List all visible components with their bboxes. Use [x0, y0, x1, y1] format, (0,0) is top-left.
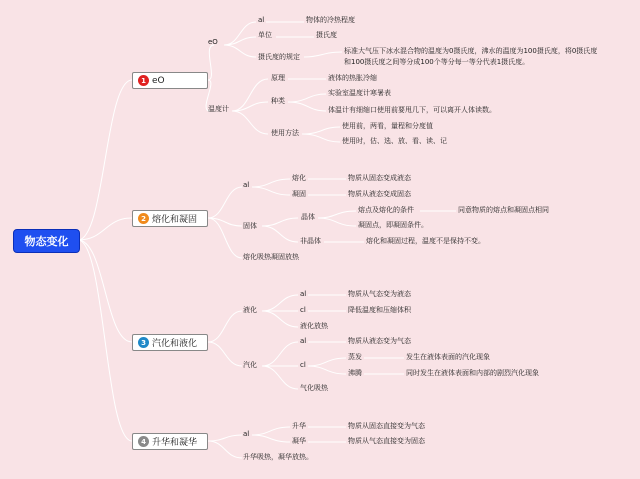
branch-number-badge: 1: [138, 75, 149, 86]
root-branch-link-3: [78, 240, 132, 342]
b4-heat-node[interactable]: 升华吸热，凝华放热。: [243, 453, 313, 461]
b3-link-vap-heat: [262, 366, 298, 389]
b3-link-boil: [308, 366, 346, 374]
b3-link-liq: [208, 311, 242, 342]
b1-unit-node[interactable]: 单位: [258, 31, 272, 39]
b2-link-crystal-c1: [318, 211, 356, 218]
b1-usage-desc-2: 使用时，估、选、放、看、读、记: [342, 137, 447, 145]
b2-freeze-node[interactable]: 凝固: [292, 190, 306, 198]
b1-types-desc-1: 实验室温度计寒暑表: [328, 89, 391, 97]
b3-liq-node[interactable]: 液化: [243, 306, 257, 314]
b2-link-crystal-c2: [318, 218, 356, 226]
b4-dep-node[interactable]: 凝华: [292, 437, 306, 445]
b1-link-eo: [208, 45, 214, 80]
b1-rule-desc-2: 和100摄氏度之间等分成100个等分每一等分代表1摄氏度。: [344, 58, 530, 66]
b1-thermo-node[interactable]: 温度计: [208, 105, 229, 113]
b3-vap-al-desc: 物质从液态变为气态: [348, 337, 411, 345]
b2-crystal-cond-1: 熔点及熔化的条件: [358, 206, 414, 214]
b1-principle-desc: 液体的热胀冷缩: [328, 74, 377, 82]
b2-crystal-cond-2: 凝固点，即凝固条件。: [358, 221, 428, 229]
b3-boil-node[interactable]: 沸腾: [348, 369, 362, 377]
b3-link-liq-heat: [262, 311, 298, 327]
b2-link-al: [208, 187, 242, 218]
b3-liq-al-desc: 物质从气态变为液态: [348, 290, 411, 298]
b3-link-evap: [308, 358, 346, 366]
b2-link-crystal: [262, 218, 298, 226]
b1-link-rule: [224, 45, 256, 57]
b2-melt-node[interactable]: 熔化: [292, 174, 306, 182]
b3-liq-cl-desc: 降低温度和压缩体积: [348, 306, 411, 314]
b2-melt-desc: 物质从固态变成液态: [348, 174, 411, 182]
b1-rule-desc-1: 标准大气压下冰水混合物的温度为0摄氏度，沸水的温度为100摄氏度，将0摄氏度: [344, 47, 598, 55]
b2-crystal-cond-1-desc: 同意物质的熔点和凝固点相同: [458, 206, 549, 214]
b1-link-usage-desc1: [302, 127, 340, 134]
b4-link-dep: [252, 435, 290, 442]
branch-number-badge: 2: [138, 213, 149, 224]
b4-sub-desc: 物质从固态直接变为气态: [348, 422, 425, 430]
b3-link-vap-al: [262, 342, 298, 366]
b1-unit-desc: 摄氏度: [316, 31, 337, 39]
b1-types-desc-2: 体温计有细缩口使用前要甩几下，可以离开人体读数。: [328, 106, 496, 114]
b4-link-al: [208, 435, 242, 441]
b1-link-rule-desc: [304, 52, 342, 57]
b4-dep-desc: 物质从气态直接变为固态: [348, 437, 425, 445]
b1-link-usage-desc2: [302, 134, 340, 142]
b3-vap-heat-node[interactable]: 气化吸热: [300, 384, 328, 392]
branch-label: eO: [152, 75, 165, 86]
b1-usage-node[interactable]: 使用方法: [271, 129, 299, 137]
b1-link-usage: [232, 111, 268, 134]
branch-node-2[interactable]: [132, 210, 208, 227]
b1-rule-node[interactable]: 摄氏度的规定: [258, 53, 300, 61]
b2-crystal-node[interactable]: 晶体: [301, 213, 315, 221]
b1-al-node[interactable]: al: [258, 16, 265, 24]
b2-link-freeze: [252, 187, 290, 195]
b3-link-vap: [208, 342, 242, 366]
b1-principle-node[interactable]: 原理: [271, 74, 285, 82]
root-branch-link-4: [78, 240, 132, 441]
b3-boil-desc: 同时发生在液体表面和内部的剧烈汽化现象: [406, 369, 539, 377]
b2-solid-node[interactable]: 固体: [243, 222, 257, 230]
b3-evap-node[interactable]: 蒸发: [348, 353, 362, 361]
b3-liq-heat-node[interactable]: 液化放热: [300, 322, 328, 330]
b3-evap-desc: 发生在液体表面的汽化现象: [406, 353, 490, 361]
b3-liq-cl-node[interactable]: cl: [300, 306, 306, 314]
branch-number-badge: 3: [138, 337, 149, 348]
b2-amorph-desc: 熔化和凝固过程，温度不是保持不变。: [366, 237, 485, 245]
b1-usage-desc-1: 使用前，两看，量程和分度值: [342, 122, 433, 130]
b2-link-heat: [208, 218, 242, 258]
branch-label: 汽化和液化: [152, 339, 198, 349]
b2-heat-node[interactable]: 熔化吸热凝固放热: [243, 253, 299, 261]
b1-eo-node[interactable]: eO: [208, 38, 218, 46]
b3-vap-node[interactable]: 汽化: [243, 361, 257, 369]
b3-liq-al-node[interactable]: al: [300, 290, 307, 298]
root-branch-link-1: [78, 80, 132, 240]
b2-al-node[interactable]: al: [243, 181, 250, 189]
b1-al-desc: 物体的冷热程度: [306, 16, 355, 24]
branch-node-4[interactable]: [132, 433, 208, 450]
b2-amorph-node[interactable]: 非晶体: [300, 237, 321, 245]
b2-link-amorph: [262, 226, 298, 242]
b2-freeze-desc: 物质从液态变成固态: [348, 190, 411, 198]
b4-al-node[interactable]: al: [243, 430, 250, 438]
b4-sub-node[interactable]: 升华: [292, 422, 306, 430]
branch-label: 升华和凝华: [152, 438, 198, 448]
branch-number-badge: 4: [138, 436, 149, 447]
b1-types-node[interactable]: 种类: [271, 97, 285, 105]
b4-link-heat: [208, 441, 242, 458]
root-branch-link-2: [78, 218, 132, 240]
branch-label: 熔化和凝固: [152, 215, 198, 225]
branch-node-3[interactable]: [132, 334, 208, 351]
b1-link-types-desc1: [288, 94, 326, 102]
branch-node-1[interactable]: [132, 72, 208, 89]
b3-vap-cl-node[interactable]: cl: [300, 361, 306, 369]
b3-vap-al-node[interactable]: al: [300, 337, 307, 345]
b4-link-sub: [252, 427, 290, 435]
b1-link-types-desc2: [288, 102, 326, 111]
root-node[interactable]: 物态变化: [13, 229, 80, 253]
b2-link-melt: [252, 179, 290, 187]
b3-link-liq-al: [262, 295, 298, 311]
